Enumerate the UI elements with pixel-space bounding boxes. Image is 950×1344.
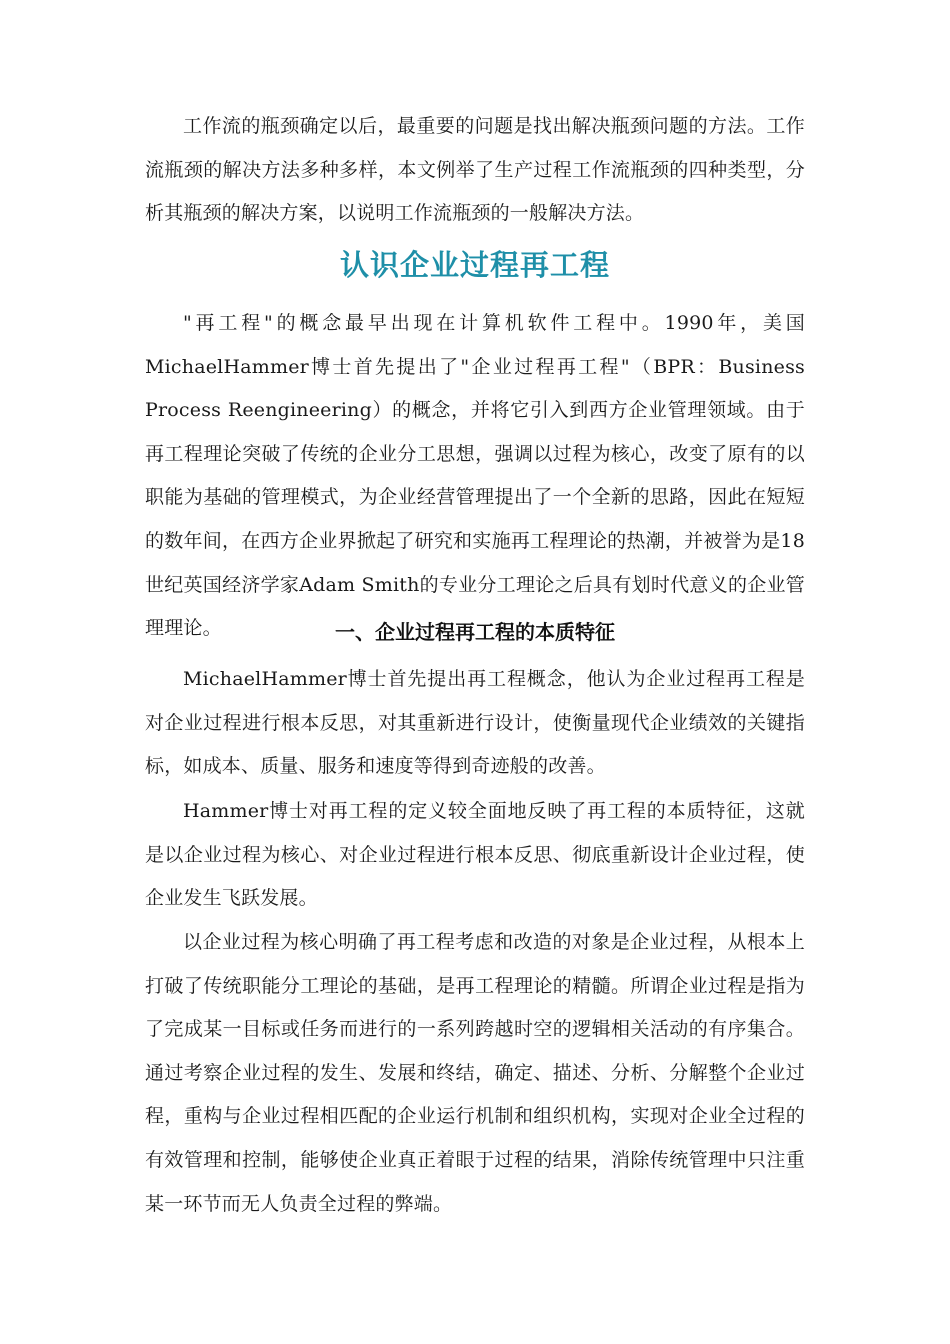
section-heading: 一、企业过程再工程的本质特征: [335, 620, 615, 644]
intro-paragraph: 工作流的瓶颈确定以后，最重要的问题是找出解决瓶颈问题的方法。工作流瓶颈的解决方法多种多样，本文例举了生产过程工作流瓶颈的四种类型，分析其瓶颈的解决方案，以说明工作流瓶颈的一般解决方法。: [145, 115, 805, 225]
document-title: 认识企业过程再工程: [339, 248, 610, 282]
section-paragraph: MichaelHammer博士首先提出再工程概念，他认为企业过程再工程是对企业过程进行根本反思，对其重新进行设计，使衡量现代企业绩效的关键指标，如成本、质量、服务和速度等得到奇迹般的改善。: [145, 668, 805, 778]
section-paragraph: Hammer博士对再工程的定义较全面地反映了再工程的本质特征，这就是以企业过程为核心、对企业过程进行根本反思、彻底重新设计企业过程，使企业发生飞跃发展。: [145, 800, 805, 910]
section-paragraph: 以企业过程为核心明确了再工程考虑和改造的对象是企业过程，从根本上打破了传统职能分工理论的基础，是再工程理论的精髓。所谓企业过程是指为了完成某一目标或任务而进行的一系列跨越时空的逻辑相关活动的有序集合。通过考察企业过程的发生、发展和终结，确定、描述、分析、分解整个企业过程，重构与企业过程相匹配的企业运行机制和组织机构，实现对企业全过程的有效管理和控制，能够使企业真正着眼于过程的结果，消除传统管理中只注重某一环节而无人负责全过程的弊端。: [145, 931, 805, 1215]
concept-paragraph: "再工程"的概念最早出现在计算机软件工程中。1990年，美国MichaelHammer博士首先提出了"企业过程再工程"（BPR：Business Process Reengineering）的概念，并将它引入到西方企业管理领域。由于再工程理论突破了传统的企业分工思想，强调以过程为核心，改变了原有的以职能为基础的管理模式，为企业经营管理提出了一个全新的思路，因此在短短的数年间，在西方企业界掀起了研究和实施再工程理论的热潮，并被誉为是18世纪英国经济学家Adam Smith的专业分工理论之后具有划时代意义的企业管理理论。: [145, 312, 805, 640]
